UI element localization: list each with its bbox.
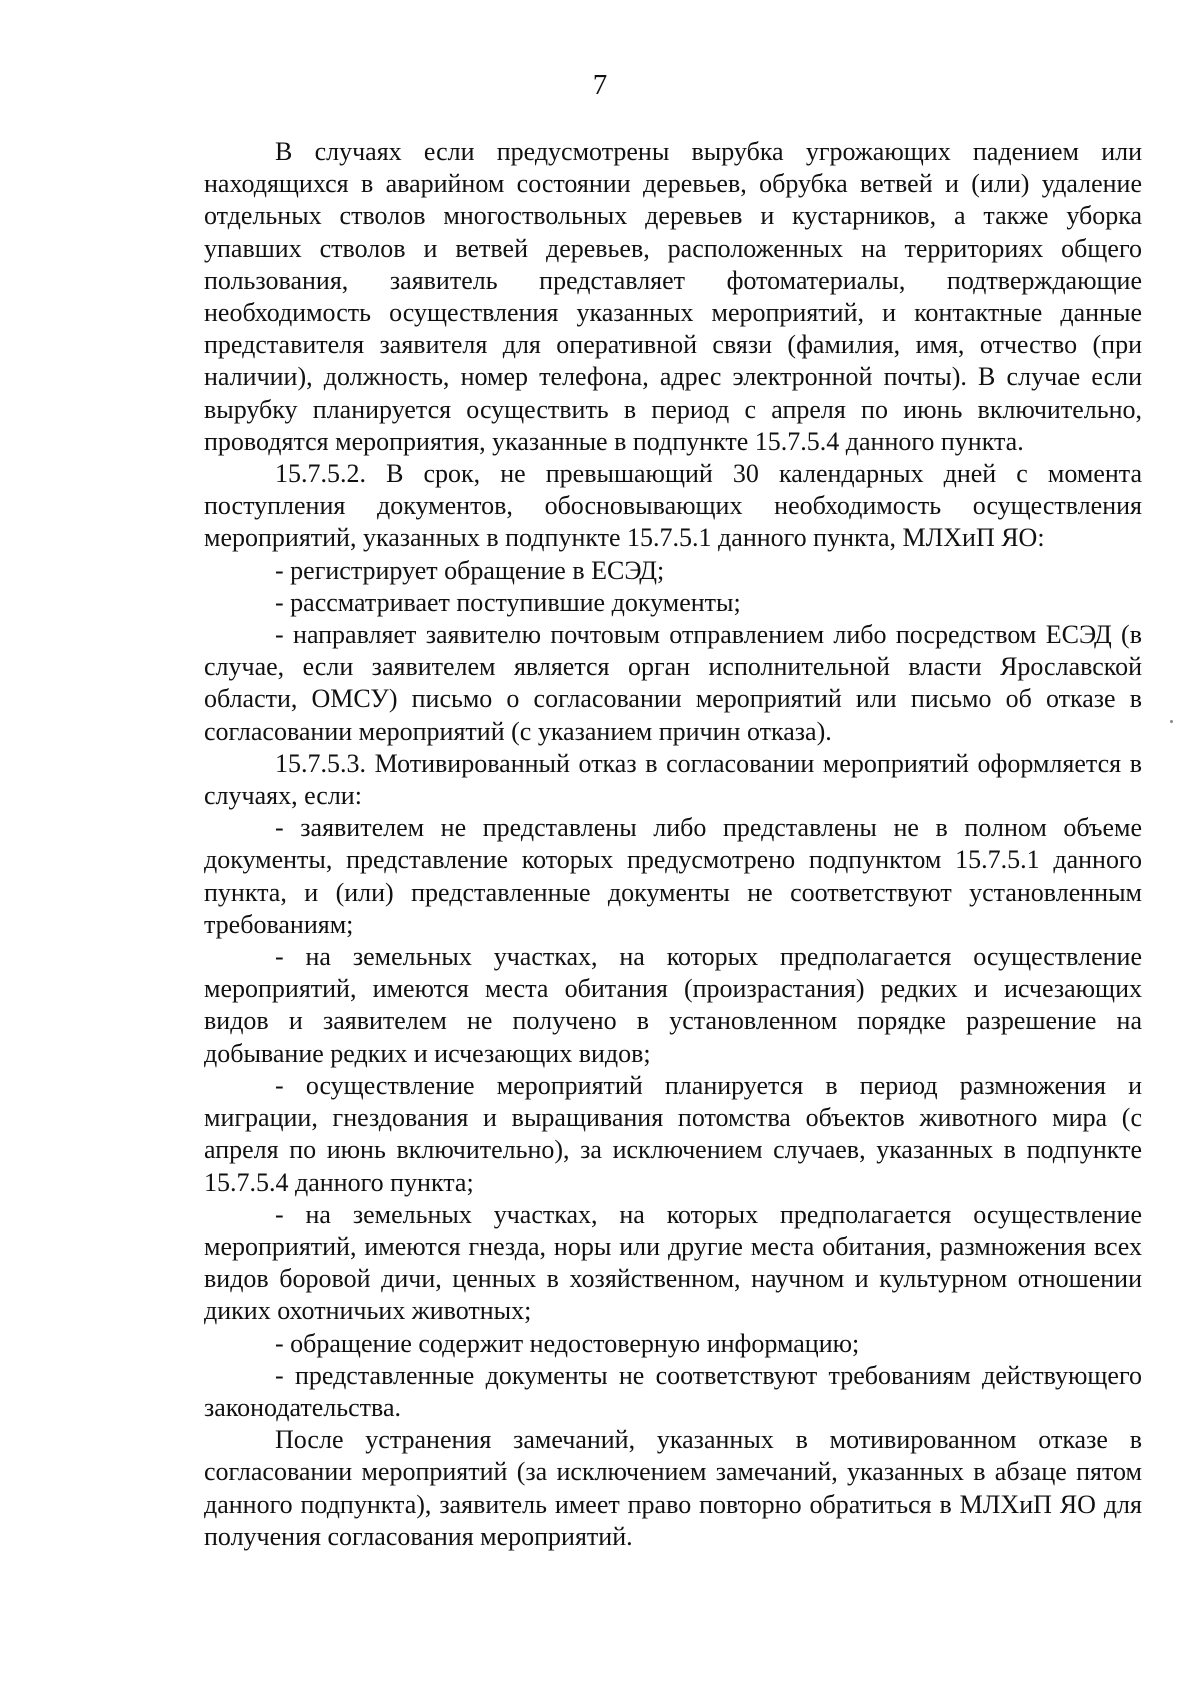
document-body [204,136,1142,1553]
list-item: - рассматривает поступившие документы; [275,587,741,617]
list-item: - представленные документы не соответствуют требованиям действующего законодательства. [204,1360,1142,1422]
paragraph: В случаях если предусмотрены вырубка угрожающих падением или находящихся в аварийном состоянии деревьев, обрубка ветвей и (или) удаление отдельных стволов многоствольных деревьев и кустарников, а также уборка упавших стволов и ветвей деревьев, расположенных на территориях общего пользования, заявитель представляет фотоматериалы, подтверждающие необходимость осуществления указанных мероприятий, и контактные данные представителя заявителя для оперативной связи (фамилия, имя, отчество (при наличии), должность, номер телефона, адрес электронной почты). В случае если вырубку планируется осуществить в период с апреля по июнь включительно, проводятся мероприятия, указанные в подпункте 15.7.5.4 данного пункта. [204,137,1142,456]
list-item: - на земельных участках, на которых предполагается осуществление мероприятий, имеются гнезда, норы или другие места обитания, размножения всех видов боровой дичи, ценных в хозяйственном, научном и культурном отношении диких охотничьих животных; [204,1199,1142,1326]
list-item: - обращение содержит недостоверную информацию; [275,1328,860,1358]
paragraph: 15.7.5.2. В срок, не превышающий 30 календарных дней с момента поступления документов, обосновывающих необходимость осуществления мероприятий, указанных в подпункте 15.7.5.1 данного пункта, МЛХиП ЯО: [204,459,1142,553]
paragraph: 15.7.5.3. Мотивированный отказ в согласовании мероприятий оформляется в случаях, если: [204,748,1142,811]
list-item: - заявителем не представлены либо представлены не в полном объеме документы, представление которых предусмотрено подпунктом 15.7.5.1 данного пункта, и (или) представленные документы не соответствуют установленным требованиям; [204,813,1142,939]
list-item: - направляет заявителю почтовым отправлением либо посредством ЕСЭД (в случае, если заявителем является орган исполнительной власти Ярославской области, ОМСУ) письмо о согласовании мероприятий или письмо об отказе в согласовании мероприятий (с указанием причин отказа). [204,620,1142,746]
list-item: - на земельных участках, на которых предполагается осуществление мероприятий, имеются места обитания (произрастания) редких и исчезающих видов и заявителем не получено в установленном порядке разрешение на добывание редких и исчезающих видов; [204,942,1142,1068]
scan-speck [1170,720,1173,723]
paragraph: После устранения замечаний, указанных в мотивированном отказе в согласовании мероприятий (за исключением замечаний, указанных в абзаце пятом данного подпункта), заявитель имеет право повторно обратиться в МЛХиП ЯО для получения согласования мероприятий. [204,1425,1142,1551]
page-number: 7 [592,69,608,101]
list-item: - осуществление мероприятий планируется в период размножения и миграции, гнездования и выращивания потомства объектов животного мира (с апреля по июнь включительно), за исключением случаев, указанных в подпункте 15.7.5.4 данного пункта; [204,1070,1142,1197]
list-item: - регистрирует обращение в ЕСЭД; [275,555,665,585]
